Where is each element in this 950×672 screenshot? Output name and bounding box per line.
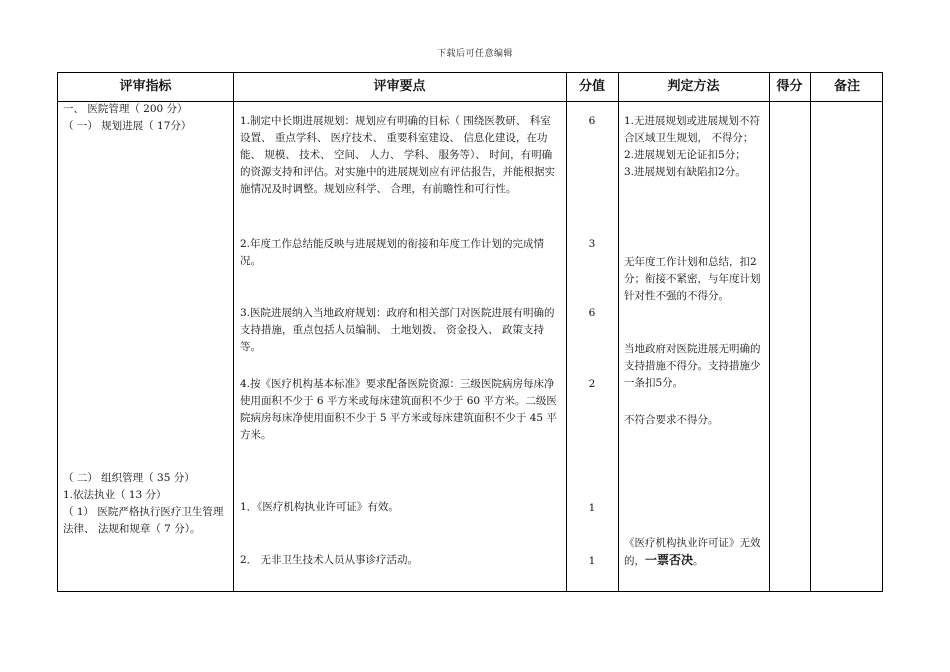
header-indicator: 评审指标 bbox=[119, 79, 172, 94]
method-row-5-end: 。 bbox=[693, 555, 704, 567]
method-row-4: 不符合要求不得分。 bbox=[624, 414, 719, 426]
score-row-2: 3 bbox=[588, 238, 596, 250]
indicator-law-compliance: （ 1） 医院严格执行医疗卫生管理法律、 法规和规章（ 7 分）。 bbox=[63, 506, 224, 535]
col-divider-1 bbox=[233, 73, 234, 591]
point-row-4: 4.按《医疗机构基本标准》要求配备医院资源：三级医院病房每床净使用面积不少于 6 平方米或每床建筑面积不少于 60 平方米。二级医院病房每床净使用面积不少于 5 平方米或每床建筑面积不少于 45 平方米。 bbox=[240, 378, 557, 441]
col-divider-2 bbox=[566, 73, 567, 591]
method-row-5 bbox=[624, 535, 764, 570]
col-divider-3 bbox=[618, 73, 619, 591]
method-row-1: 1.无进展规划或进展规划不符合区域卫生规划， 不得分； 2.进展规划无论证扣5分； 3.进展规划有缺陷扣2分。 bbox=[624, 115, 761, 178]
indicator-hospital-management: 一、 医院管理（ 200 分） bbox=[63, 103, 188, 115]
header-got: 得分 bbox=[776, 79, 803, 94]
indicator-planning: （ 一） 规划进展（ 17分） bbox=[63, 120, 192, 132]
point-row-6: 2． 无非卫生技术人员从事诊疗活动。 bbox=[240, 554, 419, 566]
method-row-2: 无年度工作计划和总结，扣2分；衔接不紧密，与年度计划针对性不强的不得分。 bbox=[624, 256, 761, 302]
header-method: 判定方法 bbox=[667, 79, 720, 94]
top-note: 下载后可任意编辑 bbox=[436, 49, 513, 59]
method-row-5-text: 《医疗机构执业许可证》无效的， bbox=[624, 537, 761, 567]
score-row-6: 1 bbox=[588, 555, 596, 567]
col-divider-4 bbox=[769, 73, 770, 591]
header-score: 分值 bbox=[578, 79, 605, 94]
evaluation-table bbox=[57, 72, 883, 592]
col-divider-5 bbox=[810, 73, 811, 591]
score-row-1: 6 bbox=[588, 115, 596, 127]
header-points: 评审要点 bbox=[373, 79, 426, 94]
score-row-3: 6 bbox=[588, 307, 596, 319]
indicator-organization: （ 二） 组织管理（ 35 分） bbox=[63, 472, 195, 484]
veto-label: 一票否决 bbox=[645, 553, 694, 567]
method-row-3: 当地政府对医院进展无明确的支持措施不得分。支持措施少一条扣5分。 bbox=[624, 343, 761, 389]
header-remark: 备注 bbox=[833, 79, 860, 94]
point-row-5: 1．《医疗机构执业许可证》有效。 bbox=[240, 501, 399, 513]
point-row-2: 2.年度工作总结能反映与进展规划的衔接和年度工作计划的完成情况。 bbox=[240, 238, 545, 267]
point-row-3: 3.医院进展纳入当地政府规划：政府和相关部门对医院进展有明确的支持措施，重点包括人员编制、 土地划拨、 资金投入、 政策支持等。 bbox=[240, 307, 555, 353]
score-row-4: 2 bbox=[588, 378, 596, 390]
indicator-legal-practice: 1.依法执业（ 13 分） bbox=[63, 489, 167, 501]
point-row-1: 1.制定中长期进展规划：规划应有明确的目标（ 围绕医教研、 科室设置、 重点学科、 医疗技术、 重要科室建设、 信息化建设，在功能、 规模、 技术、 空间、 人力、 学科、 服务等）、 时间，有明确的资源支持和评估。对实施中的进展规划应有评估报告，并能根据实施情况及时调整。规划应科学、 合理，有前瞻性和可行性。 bbox=[240, 115, 555, 195]
score-row-5: 1 bbox=[588, 502, 596, 514]
